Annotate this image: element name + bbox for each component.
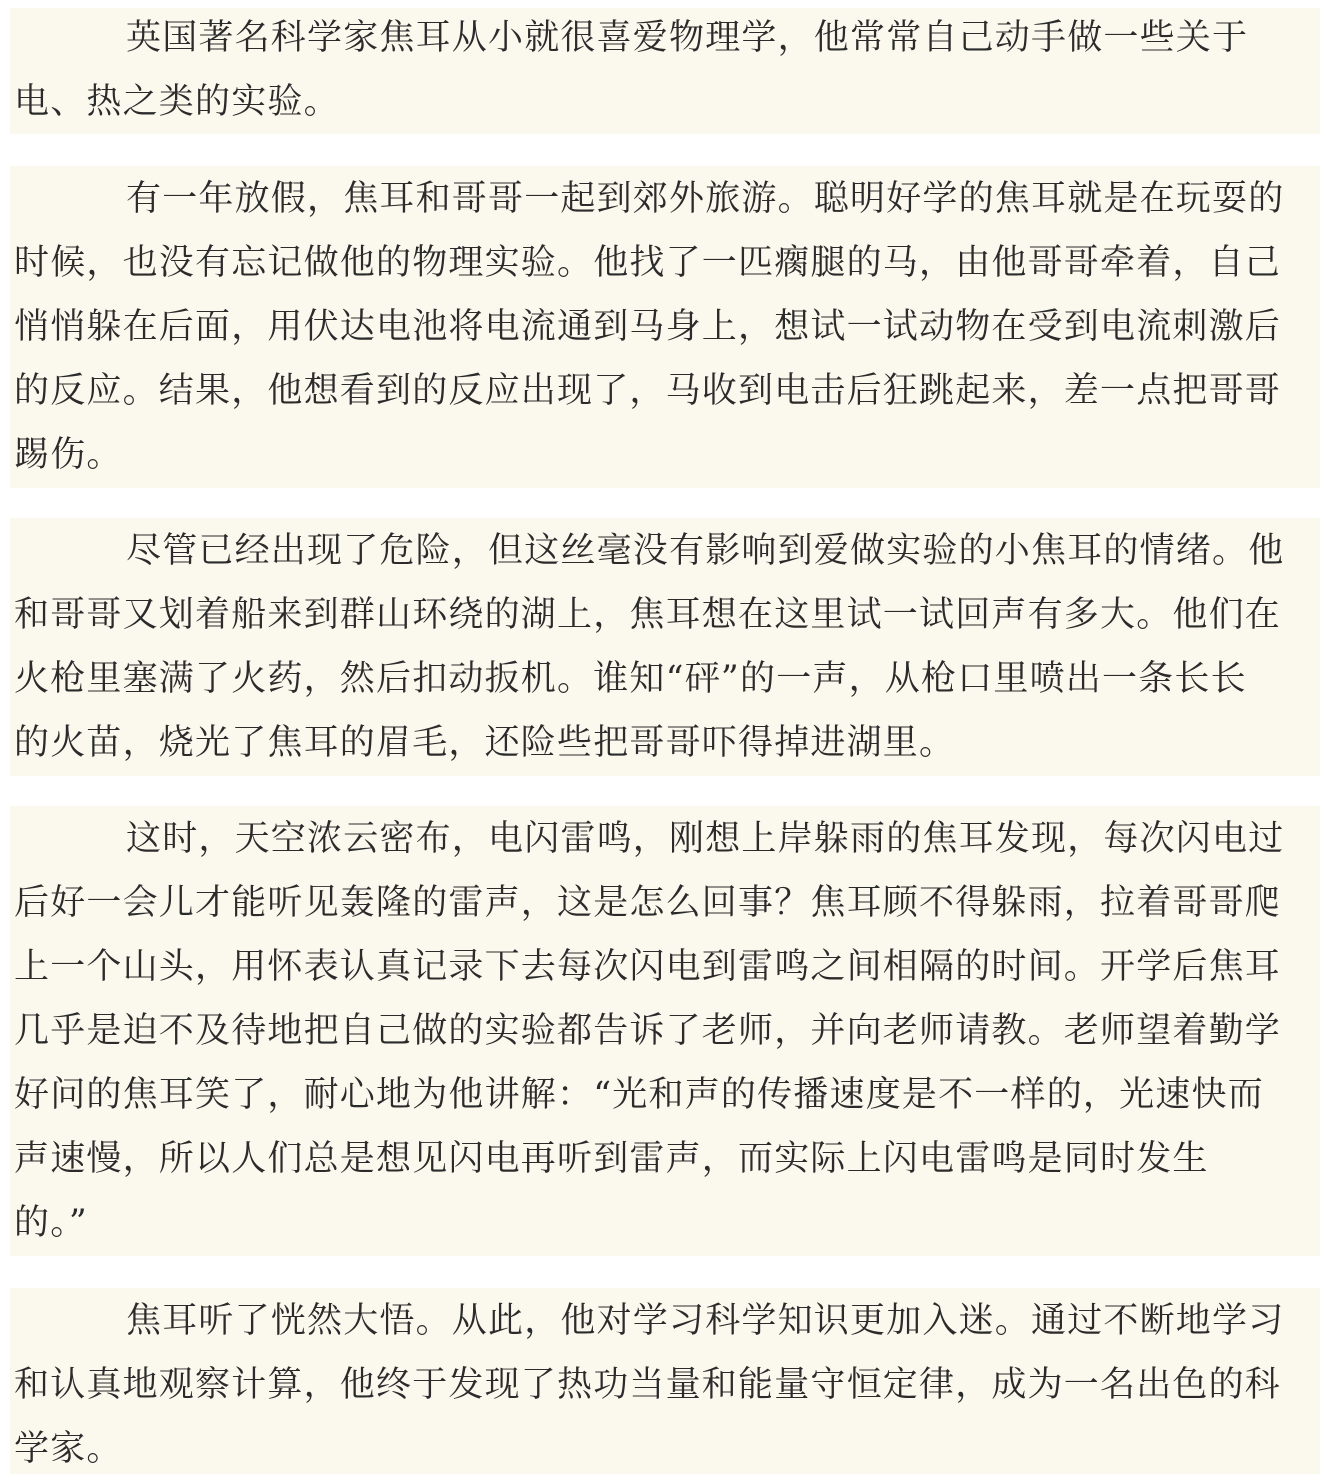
paragraph-line: 声速慢，所以人们总是想见闪电再听到雷声，而实际上闪电雷鸣是同时发生 [14, 1139, 1209, 1179]
paragraph-line: 和认真地观察计算，他终于发现了热功当量和能量守恒定律，成为一名出色的科 [14, 1365, 1282, 1405]
paragraph-line: 英国著名科学家焦耳从小就很喜爱物理学，他常常自己动手做一些关于 [126, 18, 1249, 58]
paragraph-line: 学家。 [14, 1429, 123, 1469]
paragraph-line: 火枪里塞满了火药，然后扣动扳机。谁知“砰”的一声，从枪口里喷出一条长长 [14, 659, 1247, 699]
paragraph-3 [10, 518, 1320, 776]
paragraph-2 [10, 166, 1320, 488]
paragraph-line: 后好一会儿才能听见轰隆的雷声，这是怎么回事？焦耳顾不得躲雨，拉着哥哥爬 [14, 883, 1282, 923]
paragraph-line: 的火苗，烧光了焦耳的眉毛，还险些把哥哥吓得掉进湖里。 [14, 723, 956, 763]
paragraph-line: 尽管已经出现了危险，但这丝毫没有影响到爱做实验的小焦耳的情绪。他 [126, 531, 1285, 571]
paragraph-line: 这时，天空浓云密布，电闪雷鸣，刚想上岸躲雨的焦耳发现，每次闪电过 [126, 819, 1285, 859]
paragraph-4 [10, 806, 1320, 1256]
paragraph-line: 的。” [14, 1203, 88, 1243]
paragraph-5 [10, 1288, 1320, 1474]
paragraph-line: 时候，也没有忘记做他的物理实验。他找了一匹瘸腿的马，由他哥哥牵着，自己 [14, 243, 1282, 283]
paragraph-line: 电、热之类的实验。 [14, 82, 340, 122]
paragraph-1 [10, 8, 1320, 134]
paragraph-line: 焦耳听了恍然大悟。从此，他对学习科学知识更加入迷。通过不断地学习 [126, 1301, 1285, 1341]
paragraph-line: 悄悄躲在后面，用伏达电池将电流通到马身上，想试一试动物在受到电流刺激后 [14, 307, 1282, 347]
paragraph-line: 几乎是迫不及待地把自己做的实验都告诉了老师，并向老师请教。老师望着勤学 [14, 1011, 1282, 1051]
paragraph-line: 上一个山头，用怀表认真记录下去每次闪电到雷鸣之间相隔的时间。开学后焦耳 [14, 947, 1282, 987]
paragraph-line: 有一年放假，焦耳和哥哥一起到郊外旅游。聪明好学的焦耳就是在玩耍的 [126, 179, 1285, 219]
paragraph-line: 好问的焦耳笑了，耐心地为他讲解：“光和声的传播速度是不一样的，光速快而 [14, 1075, 1264, 1115]
paragraph-line: 踢伤。 [14, 435, 123, 475]
paragraph-line: 和哥哥又划着船来到群山环绕的湖上，焦耳想在这里试一试回声有多大。他们在 [14, 595, 1282, 635]
paragraph-line: 的反应。结果，他想看到的反应出现了，马收到电击后狂跳起来，差一点把哥哥 [14, 371, 1282, 411]
